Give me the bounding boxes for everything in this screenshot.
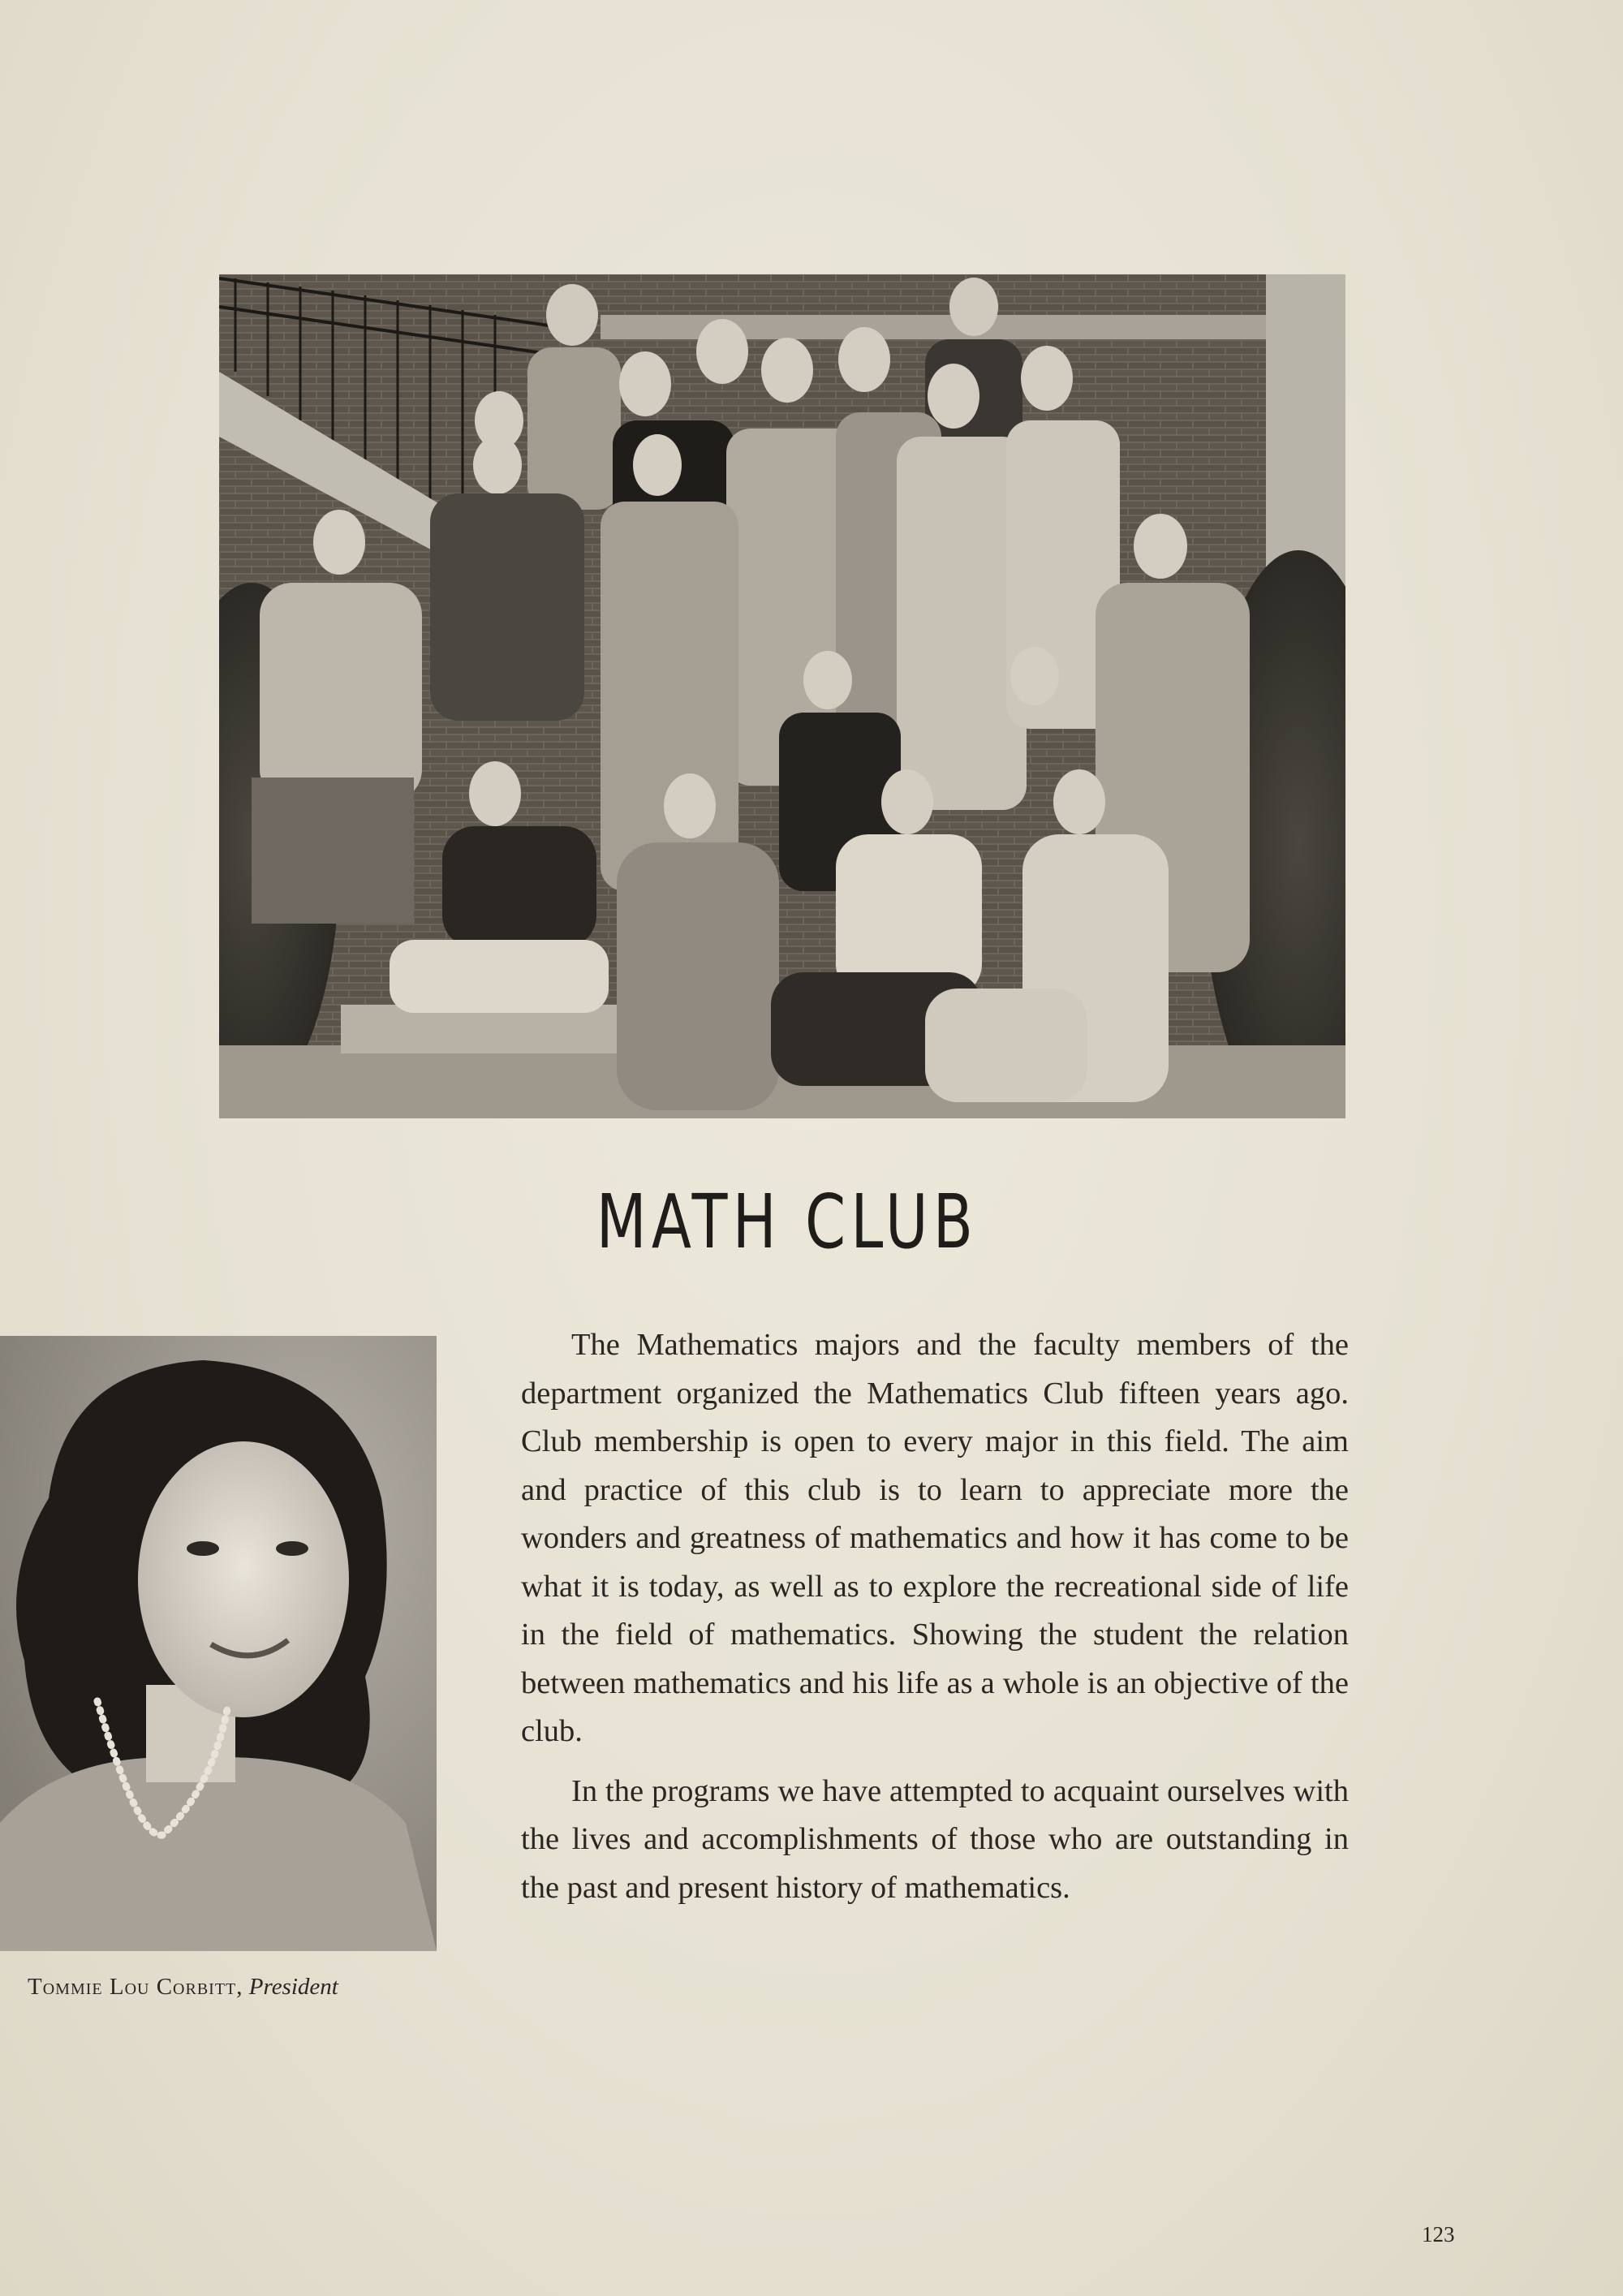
president-portrait: [0, 1336, 437, 1951]
page-number: 123: [1422, 2222, 1455, 2246]
article-body: [521, 1321, 1349, 1923]
paragraph-2: In the programs we have attempted to acquaint ourselves with the lives and accomplishments of those who are outstanding in the past and present history of mathematics.: [521, 1773, 1349, 1905]
page-title: MATH CLUB: [596, 1178, 979, 1265]
caption-name: Tommie Lou Corbitt,: [28, 1974, 243, 2000]
paragraph-1: The Mathematics majors and the faculty members of the department organized the Mathematics Club fifteen years ago. Club membership is open to every major in this field. The aim and practice of this club is to learn to appreciate more the wonders and greatness of mathematics and how it has come to be what it is today, as well as to explore the recreational side of life in the field of mathematics. Showing the student the relation between mathematics and his life as a whole is an objective of the club.: [521, 1328, 1349, 1748]
group-photo: [219, 274, 1345, 1118]
portrait-caption: [28, 1974, 338, 2001]
caption-role: President: [248, 1974, 338, 2000]
